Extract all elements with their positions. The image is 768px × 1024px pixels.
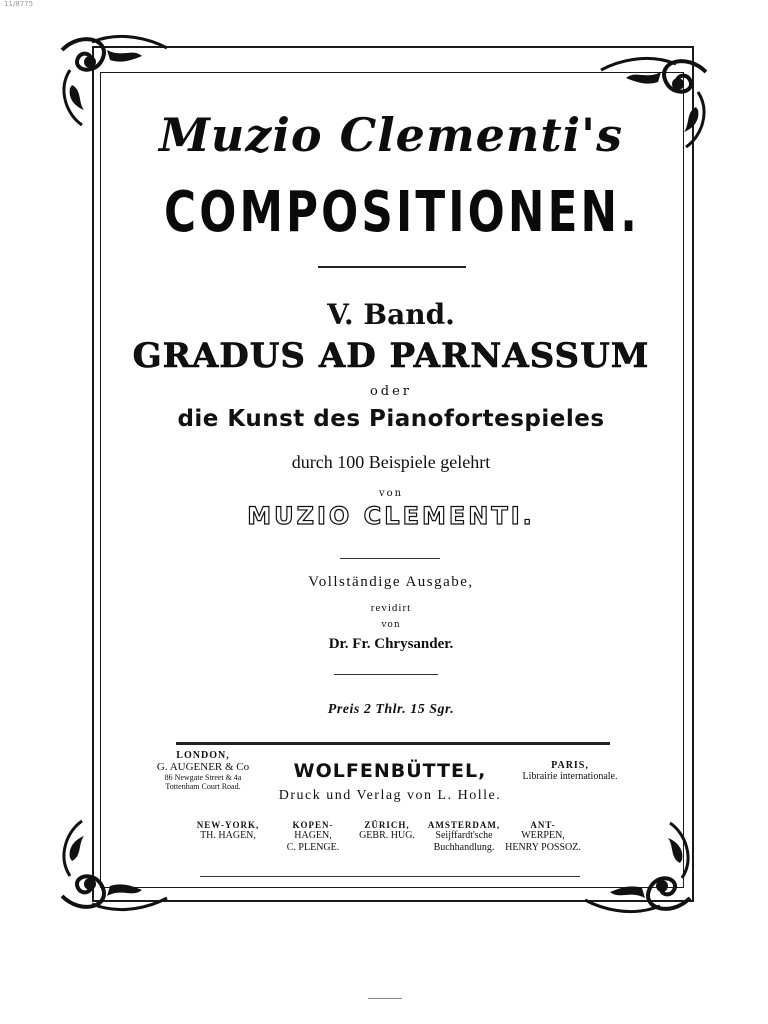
volume-label: V. Band. (327, 298, 455, 331)
publisher-imprint: Druck und Verlag von L. Holle. (278, 788, 502, 803)
main-publisher (250, 760, 530, 804)
paris-city: PARIS, (551, 760, 589, 771)
agent-city: AMSTERDAM, (427, 820, 501, 830)
agent-kopenhagen (276, 820, 350, 854)
agent-firm: WERPEN, (521, 830, 565, 841)
von-text-2: von (381, 620, 401, 630)
london-address-1: 86 Newgate Street & 4a (164, 773, 242, 782)
price-text: Preis 2 Thlr. 15 Sgr. (327, 702, 455, 717)
owner-title: Muzio Clementi's (158, 108, 624, 162)
agent-firm-2: HENRY POSSOZ. (505, 842, 581, 853)
agent-firm: GEBR. HUG. (359, 830, 415, 841)
agent-antwerpen (500, 820, 586, 854)
agent-zurich (352, 820, 422, 842)
agent-firm: Seijffardt'sche (435, 830, 493, 841)
section-divider (340, 558, 440, 559)
agent-newyork (188, 820, 268, 842)
price-divider (334, 674, 438, 675)
agent-firm-2: C. PLENGE. (286, 842, 340, 853)
agent-city: NEW-YORK, (196, 820, 260, 830)
edition-text: Vollständige Ausgabe, (308, 574, 474, 590)
agent-firm: TH. HAGEN, (200, 830, 256, 841)
work-subtitle: die Kunst des Pianofortespieles (177, 406, 605, 432)
title-divider (318, 266, 466, 268)
publisher-rule (176, 742, 610, 745)
publisher-town: WOLFENBÜTTEL, (293, 760, 487, 782)
london-address-2: Tottenham Court Road. (165, 782, 241, 791)
agent-firm-2: Buchhandlung. (433, 842, 495, 853)
bottom-inner-rule (200, 876, 580, 877)
von-text: von (378, 488, 404, 499)
london-city: LONDON, (176, 750, 230, 761)
catalog-mark: 11/8775 (4, 0, 34, 8)
london-publisher (148, 750, 258, 791)
editor-name: Dr. Fr. Chrysander. (328, 636, 454, 652)
agent-city: ANT- (530, 820, 556, 830)
ornament-corner-bottom-right (580, 818, 700, 918)
composer-name: MUZIO CLEMENTI. (247, 502, 535, 530)
agent-firm: HAGEN, (294, 830, 332, 841)
paris-publisher (510, 760, 630, 782)
work-title: GRADUS AD PARNASSUM (132, 336, 650, 376)
oder-text: oder (369, 384, 413, 399)
agent-city: KOPEN- (292, 820, 334, 830)
agent-city: ZÜRICH, (364, 820, 410, 830)
examples-text: durch 100 Beispiele gelehrt (291, 452, 491, 472)
revised-text: revidirt (370, 602, 412, 614)
ornament-corner-bottom-left (52, 816, 172, 916)
main-title: COMPOSITIONEN. (164, 180, 640, 245)
london-firm: G. AUGENER & Co (156, 761, 250, 773)
paris-firm: Librairie internationale. (522, 771, 618, 782)
agent-amsterdam (420, 820, 508, 854)
page-footer-mark (368, 998, 402, 999)
